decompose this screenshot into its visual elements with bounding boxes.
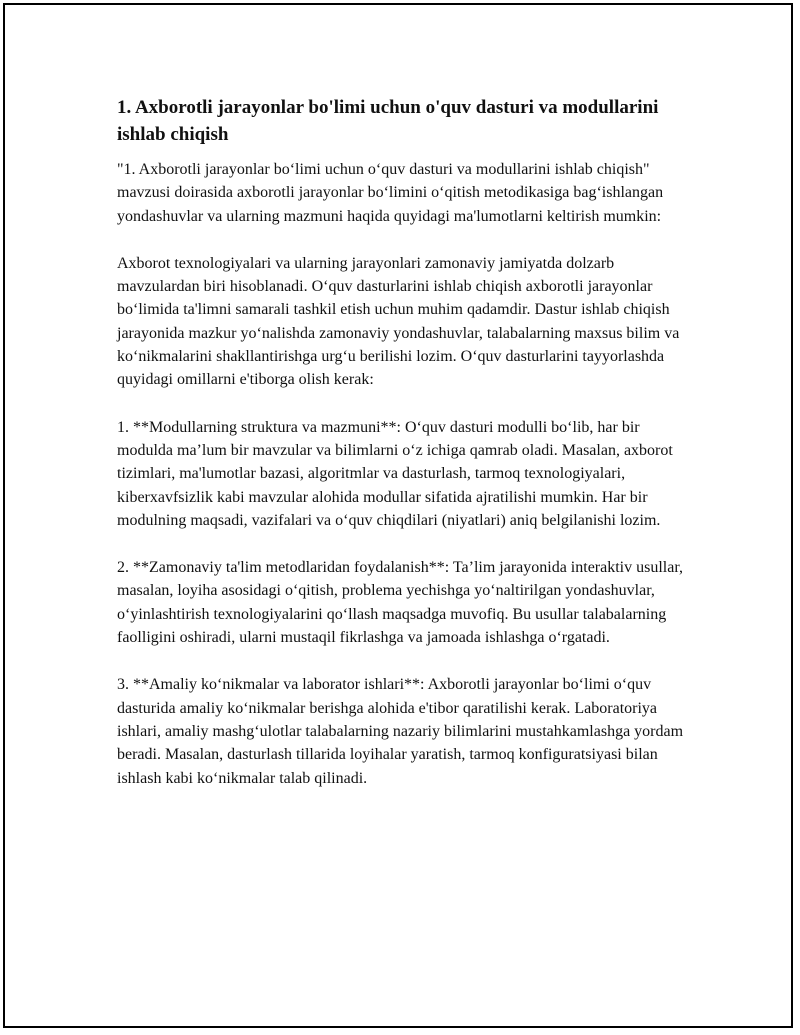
paragraph-item-3: 3. **Amaliy ko‘nikmalar va laborator ishlari**: Axborotli jarayonlar bo‘limi o‘quv dasturida amaliy ko‘nikmalar berishga alohida e'tibor qaratilishi kerak. Laboratoriya ishlari, amaliy mashg‘ulotlar talabalarning nazariy bilimlarini mustahkamlashga yordam beradi. Masalan, dasturlash tillarida loyihalar yaratish, tarmoq konfiguratsiyasi bilan ishlash kabi ko‘nikmalar talab qilinadi. — [117, 676, 684, 787]
document-body — [117, 94, 697, 814]
paragraph-intro: "1. Axborotli jarayonlar bo‘limi uchun o‘quv dasturi va modullarini ishlab chiqish" mavzusi doirasida axborotli jarayonlar bo‘limini o‘qitish metodikasiga bag‘ishlangan yondashuvlar va ularning mazmuni haqida quyidagi ma'lumotlarni keltirish mumkin: — [117, 161, 664, 225]
paragraph-item-2: 2. **Zamonaviy ta'lim metodlaridan foydalanish**: Ta’lim jarayonida interaktiv usullar, masalan, loyiha asosidagi o‘qitish, problema yechishga yo‘naltirilgan yondashuvlar, o‘yinlashtirish texnologiyalarini qo‘llash maqsadga muvofiq. Bu usullar talabalarning faolligini oshiradi, ularni mustaqil fikrlashga va jamoada ishlashga o‘rgatadi. — [117, 559, 684, 647]
paragraph-overview: Axborot texnologiyalari va ularning jarayonlari zamonaviy jamiyatda dolzarb mavzulardan biri hisoblanadi. O‘quv dasturlarini ishlab chiqish axborotli jarayonlar bo‘limida ta'limni samarali tashkil etish uchun muhim qadamdir. Dastur ishlab chiqish jarayonida mazkur yo‘nalishda zamonaviy yondashuvlar, talabalarning maxsus bilim va ko‘nikmalarini shakllantirishga urg‘u berilishi lozim. O‘quv dasturlarini tayyorlashda quyidagi omillarni e'tiborga olish kerak: — [117, 254, 680, 389]
paragraph-item-1: 1. **Modullarning struktura va mazmuni**: O‘quv dasturi modulli bo‘lib, har bir modulda ma’lum bir mavzular va bilimlarni o‘z ichiga qamrab oladi. Masalan, axborot tizimlari, ma'lumotlar bazasi, algoritmlar va dasturlash, tarmoq texnologiyalari, kiberxavfsizlik kabi mavzular alohida modullar sifatida ajratilishi mumkin. Har bir modulning maqsadi, vazifalari va o‘quv chiqdilari (niyatlari) aniq belgilanishi lozim. — [117, 418, 673, 529]
document-title: 1. Axborotli jarayonlar bo'limi uchun o'quv dasturi va modullarini ishlab chiqish — [117, 97, 659, 145]
